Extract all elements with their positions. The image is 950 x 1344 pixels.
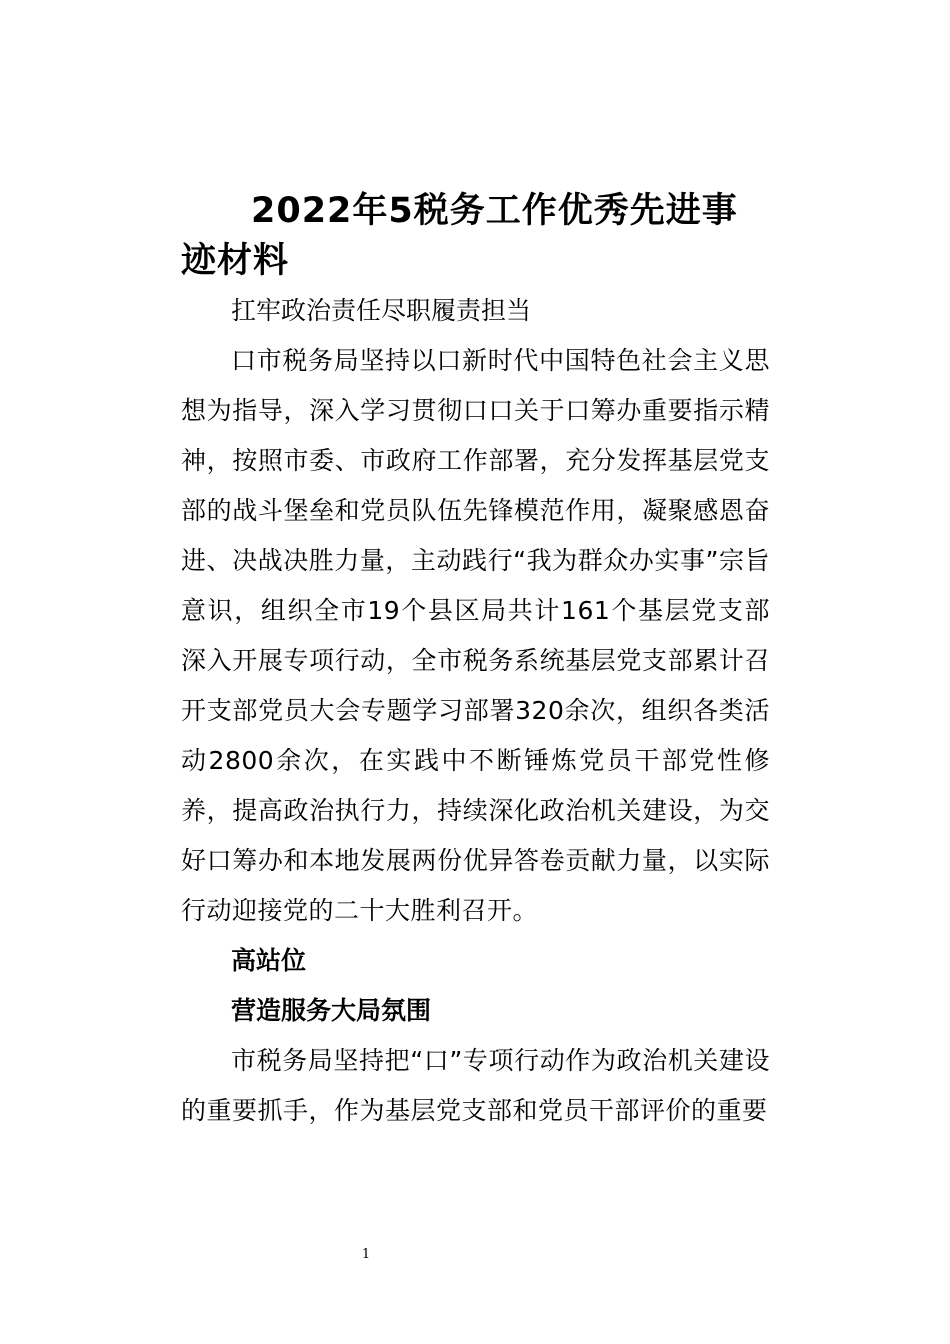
section-heading-1: 高站位 [231,946,307,975]
document-subtitle: 扛牢政治责任尽职履责担当 [231,296,532,325]
paragraph-1: 口市税务局坚持以口新时代中国特色社会主义思想为指导，深入学习贯彻口口关于口筹办重要指示精神，按照市委、市政府工作部署，充分发挥基层党支部的战斗堡垒和党员队伍先锋模范作用，凝聚感恩奋进、决战决胜力量，主动践行“我为群众办实事”宗旨意识，组织全市19个县区局共计161个基层党支部深入开展专项行动，全市税务系统基层党支部累计召开支部党员大会专题学习部署320余次，组织各类活动2800余次，在实践中不断锤炼党员干部党性修养，提高政治执行力，持续深化政治机关建设，为交好口筹办和本地发展两份优异答卷贡献力量，以实际行动迎接党的二十大胜利召开。 [181,346,770,925]
document-title: 2022年5税务工作优秀先进事迹材料 [181,191,738,281]
paragraph-2: 市税务局坚持把“口”专项行动作为政治机关建设的重要抓手，作为基层党支部和党员干部评价的重要 [181,1046,770,1125]
page-number: 1 [361,1247,371,1262]
section-heading-2: 营造服务大局氛围 [231,996,432,1025]
document-body [181,186,770,1136]
